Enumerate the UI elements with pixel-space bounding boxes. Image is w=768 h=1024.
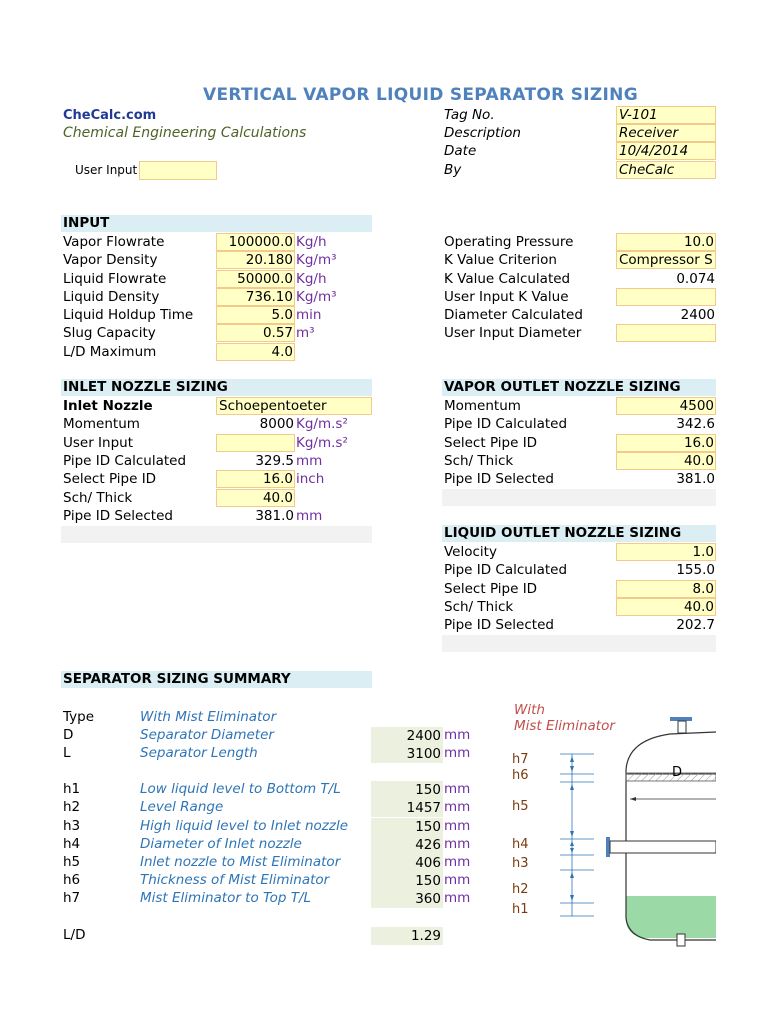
summary-label-d: D [63,727,74,743]
summary-unit-h5: mm [444,854,471,870]
liquid-section-footer [442,635,716,652]
liquid-flowrate-label: Liquid Flowrate [63,271,167,287]
vapor-momentum-label: Momentum [444,398,521,414]
summary-value-d: 2400 [371,727,443,745]
inlet-section-footer [61,526,372,543]
inlet-pipe-id-calculated-label: Pipe ID Calculated [63,453,187,469]
diagram-label-h4: h4 [512,837,529,852]
vapor-select-pipe-id-input[interactable]: 16.0 [616,434,716,452]
summary-value-h7: 360 [371,890,443,908]
liquid-select-pipe-id-input[interactable]: 8.0 [616,580,716,598]
diagram-caption-line2: Mist Eliminator [514,718,615,734]
inlet-pipe-id-selected-unit: mm [296,508,323,524]
liquid-velocity-label: Velocity [444,544,497,560]
summary-label-h7: h7 [63,890,81,906]
summary-label-h5: h5 [63,854,81,870]
inlet-nozzle-pipe [610,841,716,853]
summary-label-h1: h1 [63,781,81,797]
liquid-density-unit: Kg/m³ [296,289,337,305]
summary-label-h6: h6 [63,872,81,888]
ld-maximum-input[interactable]: 4.0 [216,343,295,361]
diameter-arrow-left [630,797,636,801]
by-label: By [444,162,462,178]
vapor-sch-thick-input[interactable]: 40.0 [616,452,716,470]
summary-desc-h1: Low liquid level to Bottom T/L [140,781,341,797]
liquid-sch-thick-label: Sch/ Thick [444,599,514,615]
summary-unit-h7: mm [444,890,471,906]
summary-desc-h5: Inlet nozzle to Mist Eliminator [140,854,341,870]
inlet-momentum-label: Momentum [63,416,140,432]
liquid-select-pipe-id-label: Select Pipe ID [444,581,538,597]
vapor-flowrate-input[interactable]: 100000.0 [216,233,295,251]
diameter-label: D [672,765,683,780]
vapor-section-footer [442,489,716,506]
liquid-pipe-id-selected-label: Pipe ID Selected [444,617,554,633]
vapor-outlet-section-header: VAPOR OUTLET NOZZLE SIZING [442,379,716,396]
user-input-k-value-input[interactable] [616,288,716,306]
summary-unit-h4: mm [444,836,471,852]
vapor-density-input[interactable]: 20.180 [216,251,295,269]
summary-unit-d: mm [444,727,471,743]
user-input-diameter-label: User Input Diameter [444,325,582,341]
top-nozzle-flange [670,717,692,721]
diagram-label-h6: h6 [512,768,529,783]
summary-value-h4: 426 [371,836,443,854]
vapor-density-unit: Kg/m³ [296,252,337,268]
user-input-legend-swatch [139,161,217,180]
inlet-user-input-field[interactable] [216,434,295,452]
top-nozzle [678,721,686,733]
inlet-user-input-label: User Input [63,435,134,451]
liquid-holdup-time-label: Liquid Holdup Time [63,307,194,323]
vapor-sch-thick-label: Sch/ Thick [444,453,514,469]
k-value-calculated-value: 0.074 [676,271,715,287]
height-dimension-lines [560,754,594,916]
slug-capacity-unit: m³ [296,325,315,341]
diagram-caption-line1: With [514,702,545,718]
k-value-calculated-label: K Value Calculated [444,271,571,287]
liquid-density-input[interactable]: 736.10 [216,288,295,306]
vapor-pipe-id-selected-label: Pipe ID Selected [444,471,554,487]
summary-value-h6: 150 [371,872,443,890]
by-input[interactable]: CheCalc [616,161,716,179]
vapor-pipe-id-selected-value: 381.0 [676,471,715,487]
inlet-nozzle-label: Inlet Nozzle [63,398,153,414]
date-label: Date [444,143,477,159]
diameter-calculated-label: Diameter Calculated [444,307,583,323]
vapor-pipe-id-calculated-label: Pipe ID Calculated [444,416,568,432]
description-input[interactable]: Receiver [616,124,716,142]
diagram-label-h5: h5 [512,799,529,814]
liquid-velocity-input[interactable]: 1.0 [616,543,716,561]
inlet-user-input-unit: Kg/m.s² [296,435,348,451]
vapor-select-pipe-id-label: Select Pipe ID [444,435,538,451]
summary-label-h2: h2 [63,799,81,815]
summary-desc-h3: High liquid level to Inlet nozzle [140,818,349,834]
summary-label-h4: h4 [63,836,81,852]
user-input-diameter-input[interactable] [616,324,716,342]
date-input[interactable]: 10/4/2014 [616,142,716,160]
mist-eliminator [626,773,716,781]
summary-value-h2: 1457 [371,799,443,817]
summary-ld-value: 1.29 [371,927,443,945]
diameter-calculated-value: 2400 [680,307,715,323]
vapor-flowrate-label: Vapor Flowrate [63,234,165,250]
vapor-density-label: Vapor Density [63,252,158,268]
k-value-criterion-label: K Value Criterion [444,252,557,268]
inlet-sch-thick-input[interactable]: 40.0 [216,489,295,507]
summary-unit-h2: mm [444,799,471,815]
inlet-select-pipe-id-input[interactable]: 16.0 [216,470,295,488]
summary-label-h3: h3 [63,818,81,834]
summary-desc-l: Separator Length [140,745,258,761]
liquid-pipe-id-calculated-value: 155.0 [676,562,715,578]
summary-desc-h7: Mist Eliminator to Top T/L [140,890,312,906]
brand-link[interactable]: CheCalc.com [63,108,157,123]
bottom-nozzle [677,934,685,946]
summary-section-header: SEPARATOR SIZING SUMMARY [61,671,372,688]
diagram-label-h1: h1 [512,902,529,917]
separator-diagram [500,710,716,950]
liquid-flowrate-unit: Kg/h [296,271,327,287]
inlet-nozzle-select[interactable]: Schoepentoeter [216,397,372,415]
slug-capacity-input[interactable]: 0.57 [216,324,295,342]
vapor-momentum-input[interactable]: 4500 [616,397,716,415]
inlet-nozzle-section-header: INLET NOZZLE SIZING [61,379,372,396]
operating-pressure-label: Operating Pressure [444,234,574,250]
operating-pressure-input[interactable]: 10.0 [616,233,716,251]
k-value-criterion-select[interactable]: Compressor S [616,251,716,269]
user-input-k-value-label: User Input K Value [444,289,569,305]
summary-unit-h1: mm [444,781,471,797]
slug-capacity-label: Slug Capacity [63,325,156,341]
inlet-pipe-id-selected-value: 381.0 [255,508,294,524]
diagram-label-h2: h2 [512,882,529,897]
liquid-sch-thick-input[interactable]: 40.0 [616,598,716,616]
summary-unit-h6: mm [444,872,471,888]
input-section-header: INPUT [61,215,372,232]
inlet-pipe-id-calculated-value: 329.5 [255,453,294,469]
description-label: Description [444,125,521,141]
summary-desc-h4: Diameter of Inlet nozzle [140,836,302,852]
subtitle: Chemical Engineering Calculations [63,125,307,141]
liquid-pipe-id-calculated-label: Pipe ID Calculated [444,562,568,578]
summary-label-l: L [63,745,71,761]
page-title: VERTICAL VAPOR LIQUID SEPARATOR SIZING [203,85,638,105]
tag-label: Tag No. [444,107,495,123]
liquid-holdup-time-input[interactable]: 5.0 [216,306,295,324]
liquid-density-label: Liquid Density [63,289,160,305]
summary-value-h1: 150 [371,781,443,799]
vapor-flowrate-unit: Kg/h [296,234,327,250]
vapor-pipe-id-calculated-value: 342.6 [676,416,715,432]
inlet-momentum-value: 8000 [259,416,294,432]
inlet-select-pipe-id-unit: inch [296,471,325,487]
liquid-level-fill [626,896,716,938]
liquid-holdup-time-unit: min [296,307,322,323]
liquid-outlet-section-header: LIQUID OUTLET NOZZLE SIZING [442,525,716,542]
inlet-nozzle-flange [606,837,610,857]
tag-input[interactable]: V-101 [616,106,716,124]
diagram-label-h7: h7 [512,752,529,767]
user-input-legend-label: User Input [75,163,138,177]
summary-ld-label: L/D [63,927,86,943]
inlet-pipe-id-selected-label: Pipe ID Selected [63,508,173,524]
summary-desc-h6: Thickness of Mist Eliminator [140,872,330,888]
inlet-sch-thick-label: Sch/ Thick [63,490,133,506]
summary-type-value: With Mist Eliminator [140,709,277,725]
inlet-momentum-unit: Kg/m.s² [296,416,348,432]
liquid-flowrate-input[interactable]: 50000.0 [216,270,295,288]
summary-value-h3: 150 [371,818,443,836]
liquid-pipe-id-selected-value: 202.7 [676,617,715,633]
summary-desc-d: Separator Diameter [140,727,274,743]
inlet-pipe-id-calculated-unit: mm [296,453,323,469]
summary-unit-l: mm [444,745,471,761]
summary-unit-h3: mm [444,818,471,834]
summary-type-label: Type [63,709,95,725]
summary-value-l: 3100 [371,745,443,763]
summary-desc-h2: Level Range [140,799,224,815]
inlet-select-pipe-id-label: Select Pipe ID [63,471,157,487]
diagram-label-h3: h3 [512,856,529,871]
summary-value-h5: 406 [371,854,443,872]
ld-maximum-label: L/D Maximum [63,344,157,360]
